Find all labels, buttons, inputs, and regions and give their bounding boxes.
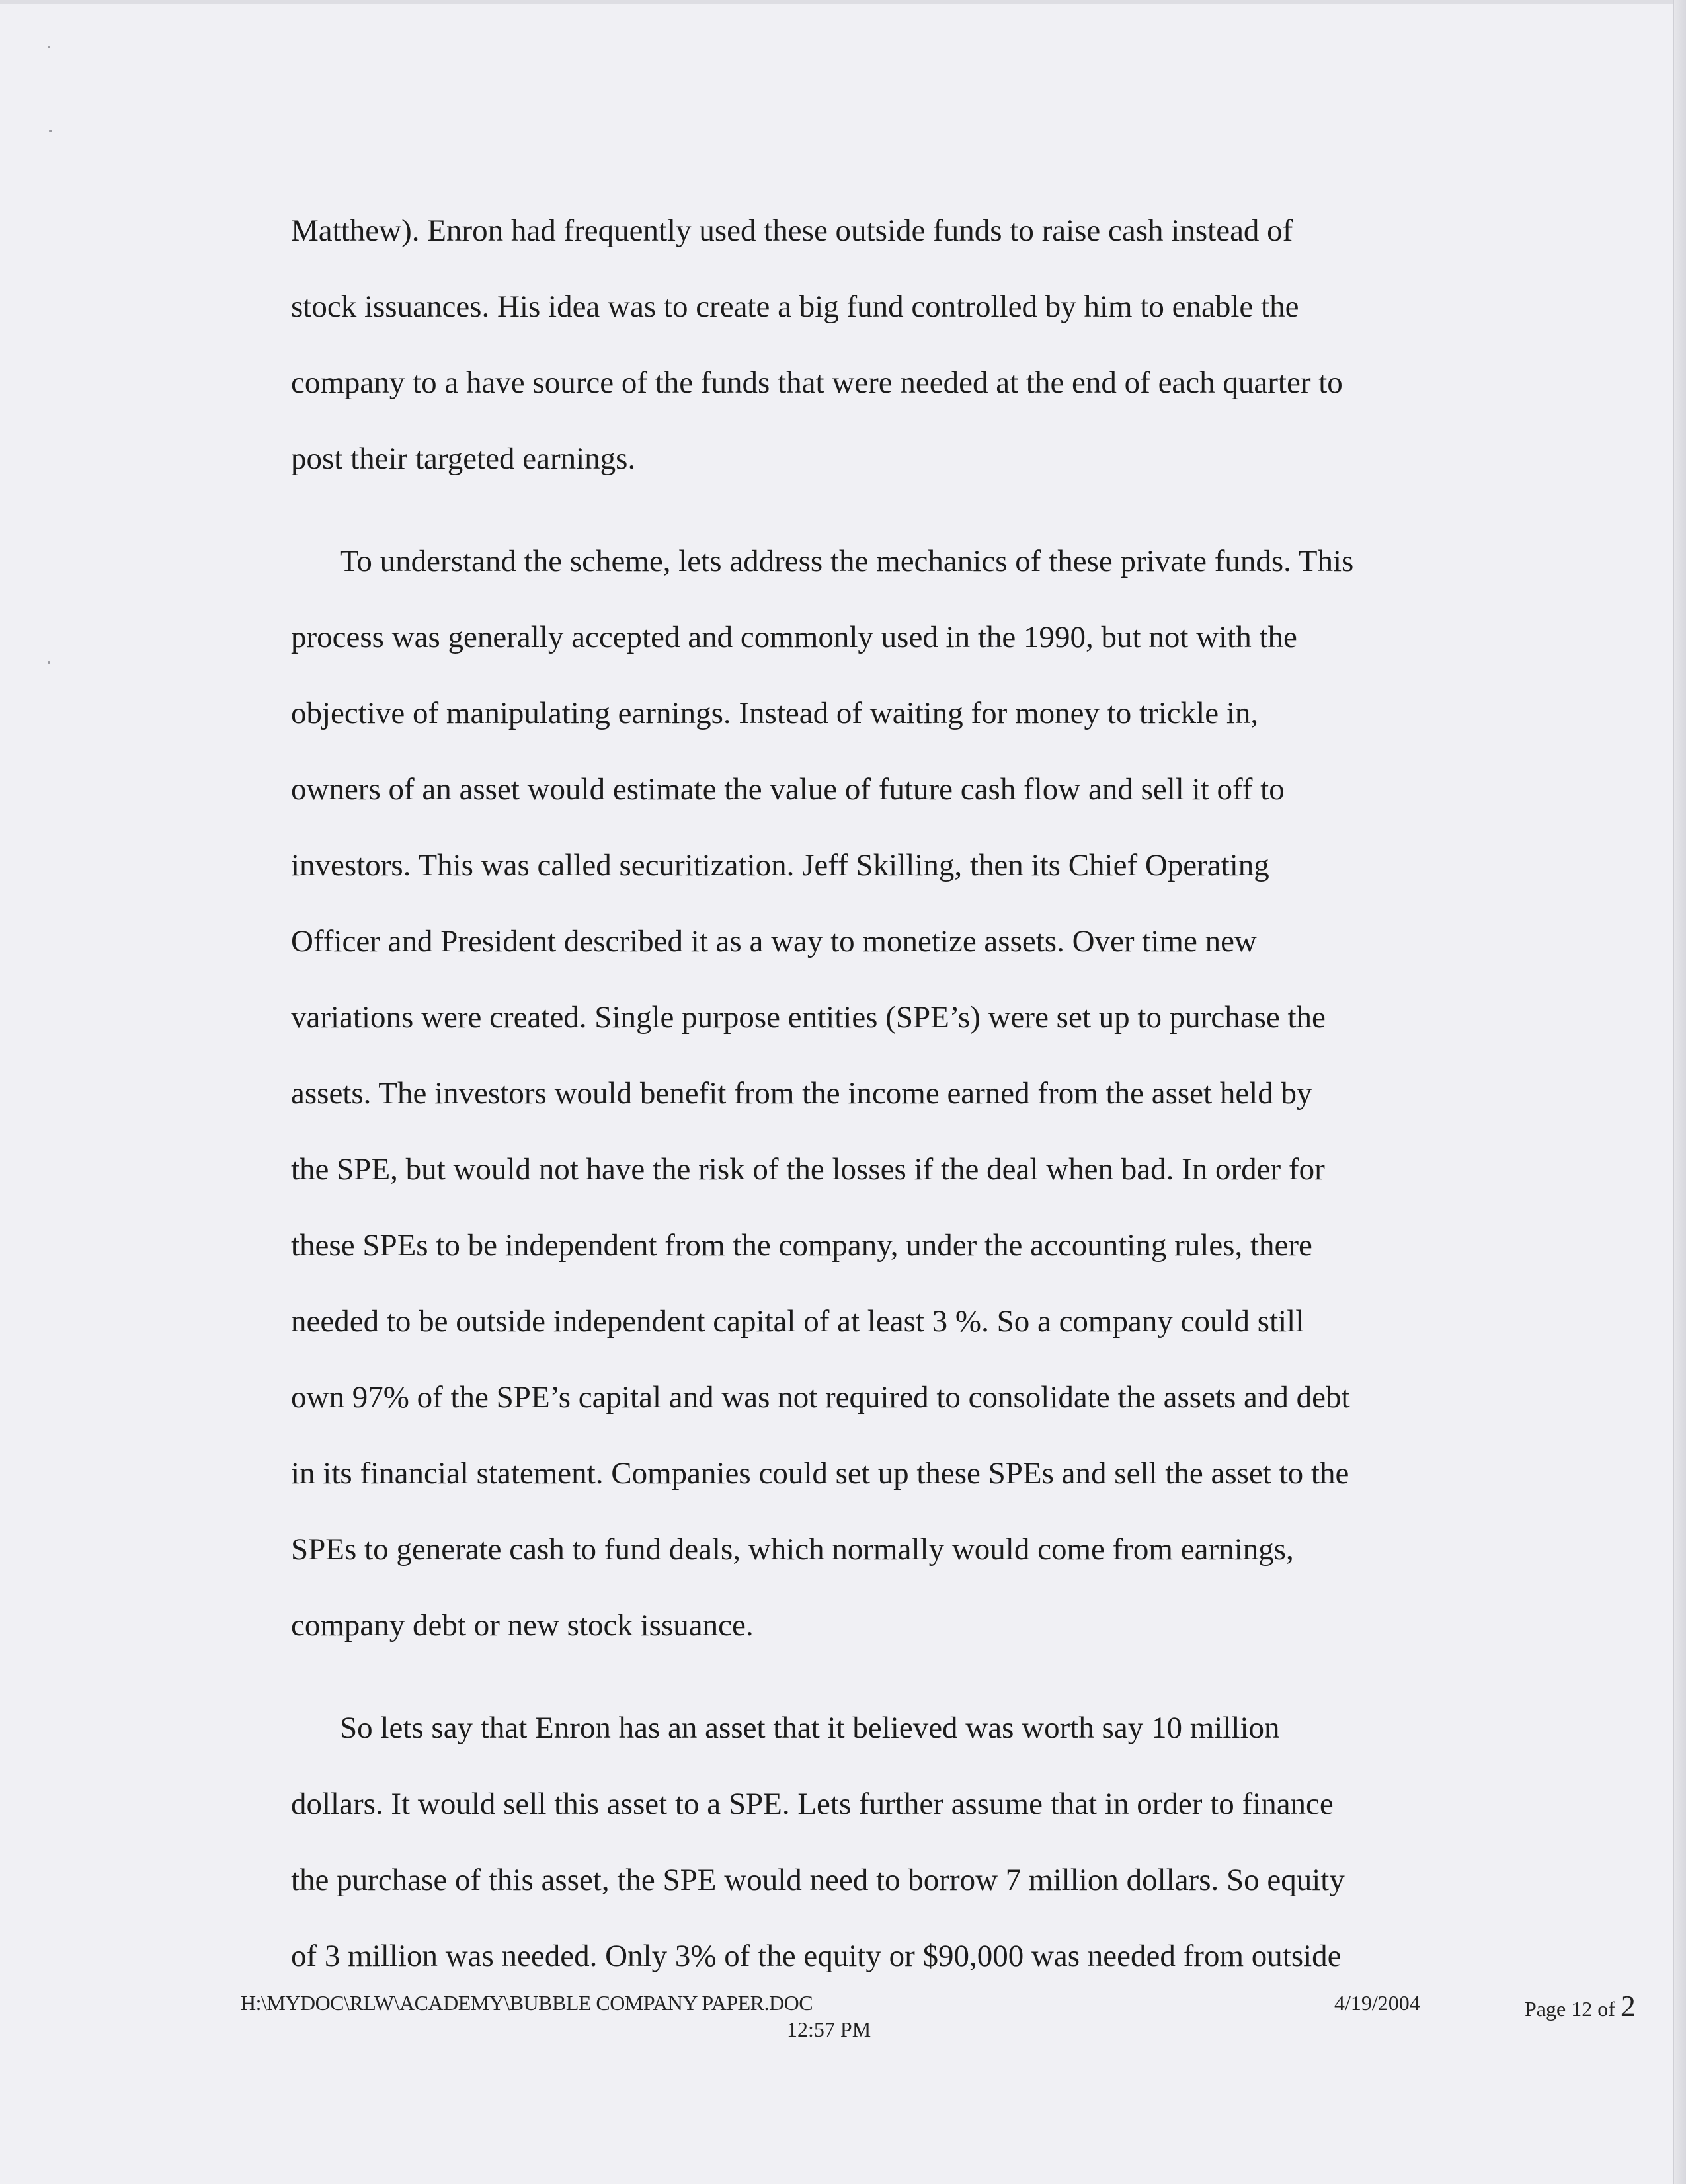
text-line: needed to be outside independent capital of at least 3 %. So a company could still — [291, 1304, 1305, 1339]
paragraph-gap — [291, 497, 1441, 524]
text-line: objective of manipulating earnings. Instead of waiting for money to trickle in, — [291, 696, 1259, 730]
footer-page-number — [1525, 1988, 1636, 2023]
text-line: the purchase of this asset, the SPE would need to borrow 7 million dollars. So equity — [291, 1863, 1345, 1897]
text-line: own 97% of the SPE’s capital and was not required to consolidate the assets and debt — [291, 1380, 1350, 1415]
text-line: Matthew). Enron had frequently used these outside funds to raise cash instead of — [291, 214, 1293, 248]
text-line: the SPE, but would not have the risk of the losses if the deal when bad. In order for — [291, 1152, 1325, 1187]
text-line: post their targeted earnings. — [291, 442, 636, 476]
text-line: assets. The investors would benefit from the income earned from the asset held by — [291, 1076, 1312, 1111]
page-right-edge — [1673, 0, 1686, 2184]
footer-page-total: 2 — [1620, 1989, 1636, 2023]
text-line: owners of an asset would estimate the value of future cash flow and sell it off to — [291, 772, 1285, 806]
page-top-edge — [0, 0, 1686, 4]
text-line: dollars. It would sell this asset to a SPE. Lets further assume that in order to finance — [291, 1787, 1334, 1821]
text-line: company debt or new stock issuance. — [291, 1608, 754, 1643]
body-text — [291, 193, 1441, 1994]
footer-page-prefix: Page 12 of — [1525, 1997, 1621, 2021]
footer-date: 4/19/2004 — [1334, 1991, 1420, 2015]
text-line: To understand the scheme, lets address the mechanics of these private funds. This — [340, 544, 1354, 578]
text-line: investors. This was called securitization. Jeff Skilling, then its Chief Operating — [291, 848, 1269, 882]
text-line: of 3 million was needed. Only 3% of the equity or $90,000 was needed from outside — [291, 1939, 1342, 1973]
text-line: SPEs to generate cash to fund deals, which normally would come from earnings, — [291, 1532, 1294, 1567]
text-line: process was generally accepted and commonly used in the 1990, but not with the — [291, 620, 1297, 654]
scan-speck — [49, 130, 52, 132]
paragraph — [291, 193, 1441, 497]
paragraph — [291, 524, 1441, 1664]
paragraph-gap — [291, 1664, 1441, 1690]
footer-file-path: H:\MYDOC\RLW\ACADEMY\BUBBLE COMPANY PAPER.DOC — [241, 1991, 813, 2015]
text-line: in its financial statement. Companies could set up these SPEs and sell the asset to the — [291, 1456, 1349, 1491]
scan-speck — [48, 661, 50, 664]
text-line: stock issuances. His idea was to create a big fund controlled by him to enable the — [291, 290, 1299, 324]
text-line: these SPEs to be independent from the company, under the accounting rules, there — [291, 1228, 1312, 1263]
text-line: variations were created. Single purpose entities (SPE’s) were set up to purchase the — [291, 1000, 1326, 1034]
footer-time: 12:57 PM — [787, 2017, 871, 2041]
scan-speck — [48, 46, 50, 48]
text-line: company to a have source of the funds that were needed at the end of each quarter to — [291, 366, 1343, 400]
text-line: Officer and President described it as a way to monetize assets. Over time new — [291, 924, 1257, 958]
paragraph — [291, 1690, 1441, 1994]
page-footer — [0, 1983, 1686, 2041]
text-line: So lets say that Enron has an asset that it believed was worth say 10 million — [340, 1711, 1280, 1745]
